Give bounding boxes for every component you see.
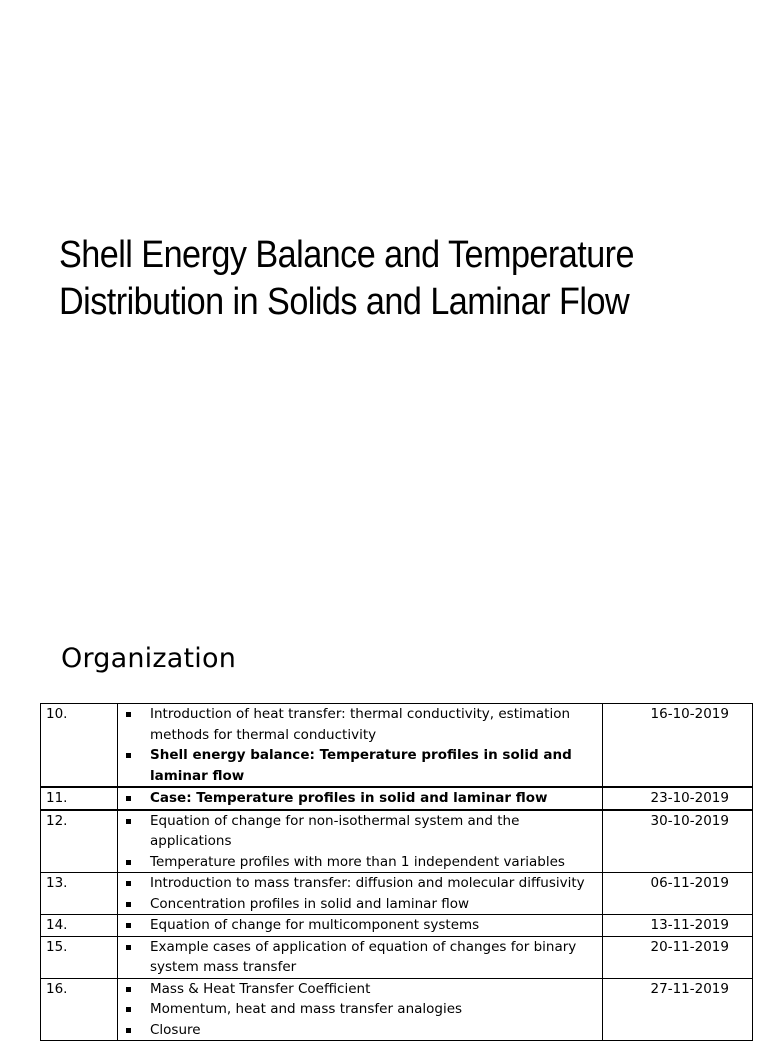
session-date: 30-10-2019 [603,810,753,873]
topic-text: Mass & Heat Transfer Coefficient [150,980,371,997]
session-date: 23-10-2019 [603,787,753,810]
topic-text: Equation of change for non-isothermal system and the applications [150,812,520,849]
topic-item [118,704,602,745]
slide-title-line-1: Shell Energy Balance and Temperature [59,234,635,276]
schedule-row [41,810,753,873]
session-topics [118,810,603,873]
session-topics [118,978,603,1041]
topic-text: Equation of change for multicomponent systems [150,917,480,933]
topic-item [118,788,602,809]
schedule-row [41,873,753,915]
square-bullet-icon [126,712,131,717]
session-date: 16-10-2019 [603,704,753,788]
schedule-row [41,704,753,788]
session-date: 06-11-2019 [603,873,753,915]
session-number: 16. [41,978,118,1041]
session-number: 15. [41,936,118,978]
slide-title [59,232,671,326]
schedule-table-body [41,704,753,1041]
schedule-row [41,936,753,978]
topic-text: Introduction to mass transfer: diffusion and molecular diffusivity [150,875,585,891]
section-heading: Organization [61,643,237,674]
topic-item [118,1020,602,1041]
topic-item [118,979,602,1000]
topic-text: Introduction of heat transfer: thermal conductivity, estimation methods for thermal conductivity [150,706,571,743]
topic-text: Shell energy balance: Temperature profiles in solid and laminar flow [150,747,572,784]
topic-item [118,999,602,1020]
session-number: 11. [41,787,118,810]
topic-text: Concentration profiles in solid and laminar flow [150,895,470,912]
topic-text: Temperature profiles with more than 1 independent variables [150,853,565,870]
session-topics [118,704,603,788]
square-bullet-icon [126,796,131,801]
session-topics [118,936,603,978]
square-bullet-icon [126,987,131,992]
session-topics [118,873,603,915]
topic-item [118,915,602,936]
square-bullet-icon [126,945,131,950]
topic-item [118,873,602,894]
session-date: 13-11-2019 [603,915,753,937]
schedule-row [41,978,753,1041]
topic-text: Case: Temperature profiles in solid and laminar flow [150,790,548,806]
square-bullet-icon [126,923,131,928]
session-date: 20-11-2019 [603,936,753,978]
square-bullet-icon [126,902,131,907]
session-topics [118,915,603,937]
schedule-table [40,703,753,1041]
topic-item [118,811,602,852]
session-number: 14. [41,915,118,937]
schedule-row [41,787,753,810]
square-bullet-icon [126,819,131,824]
topic-text: Example cases of application of equation of changes for binary system mass transfer [150,938,577,975]
schedule-row [41,915,753,937]
session-date: 27-11-2019 [603,978,753,1041]
square-bullet-icon [126,753,131,758]
session-number: 10. [41,704,118,788]
topic-item [118,745,602,786]
square-bullet-icon [126,1007,131,1012]
topic-item [118,894,602,915]
session-number: 12. [41,810,118,873]
topic-text: Momentum, heat and mass transfer analogies [150,1001,463,1017]
topic-item [118,937,602,978]
session-topics [118,787,603,810]
topic-text: Closure [150,1021,201,1038]
square-bullet-icon [126,881,131,886]
square-bullet-icon [126,860,131,865]
session-number: 13. [41,873,118,915]
slide-title-line-2: Distribution in Solids and Laminar Flow [59,281,630,323]
topic-item [118,852,602,873]
square-bullet-icon [126,1028,131,1033]
